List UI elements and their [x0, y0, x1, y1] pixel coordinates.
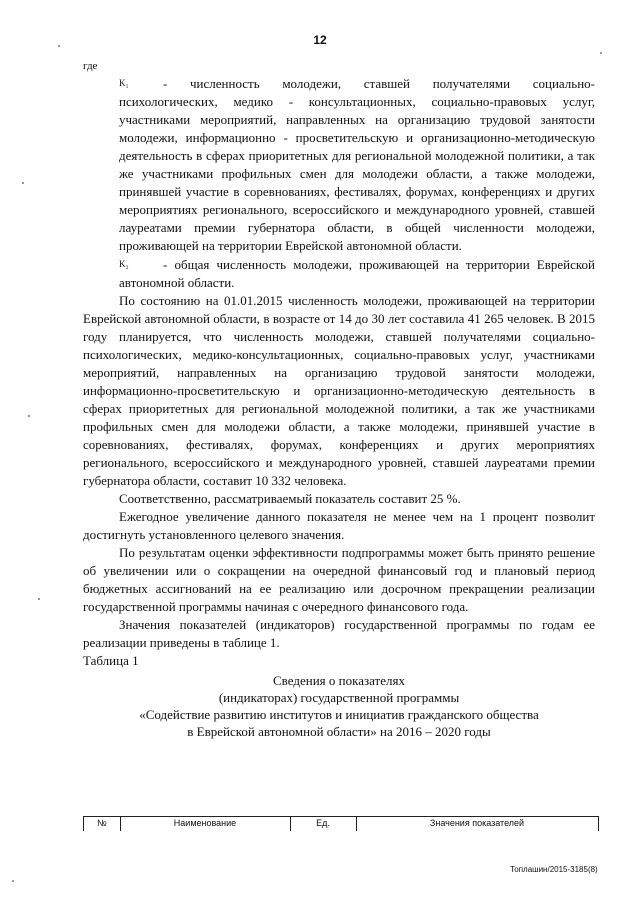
document-body: [83, 58, 595, 740]
definition-text: - численность молодежи, ставшей получателями социально-психологических, медико - консультационных, социально-правовых услуг, участниками мероприятий, направленных на организацию трудовой занятости молодежи, информационно - просветительскую и организационно-методическую деятельность в сферах приоритетных для региональной молодежной политики, а так же участниками профильных смен для молодежи области, а также молодежи, принявшей участие в соревнованиях, фестивалях, форумах, конференциях и других мероприятиях регионального, всероссийского и международного уровней, ставшей лауреатами премии губернатора области, в общей численности молодежи, проживающей на территории Еврейской автономной области.: [119, 76, 595, 253]
scan-speck: [600, 52, 602, 54]
table-header-number: №: [97, 818, 107, 828]
paragraph: Соответственно, рассматриваемый показатель составит 25 %.: [119, 491, 461, 506]
definition-text: - общая численность молодежи, проживающей на территории Еврейской автономной области.: [119, 257, 595, 290]
table-header-unit: Ед.: [316, 818, 330, 828]
caption-line: «Содействие развитию институтов и инициатив гражданского общества: [139, 707, 539, 722]
scan-speck: [38, 598, 40, 600]
table-header-row: [83, 816, 599, 831]
table-header-values: Значения показателей: [429, 818, 525, 828]
definition-k1: [83, 74, 595, 255]
paragraph: По результатам оценки эффективности подпрограммы может быть принято решение об увеличении или о сокращении на очередной финансовый год и плановый период бюджетных ассигнований на ее реализацию или досрочном прекращении реализации государственной программы начиная с очередного финансового года.: [83, 545, 595, 614]
paragraph: Ежегодное увеличение данного показателя не менее чем на 1 процент позволит достигнуть установленного целевого значения.: [83, 509, 595, 542]
scan-speck: [12, 880, 14, 882]
paragraph: Значения показателей (индикаторов) государственной программы по годам ее реализации приведены в таблице 1.: [83, 617, 595, 650]
document-footer-code: Топлашин/2015-3185(8): [510, 865, 598, 874]
where-label: где: [83, 60, 98, 72]
page-number: 12: [313, 33, 327, 47]
table-caption: [83, 672, 595, 740]
definition-symbol: K₂: [119, 259, 129, 269]
caption-line: (индикаторах) государственной программы: [218, 690, 460, 705]
paragraph: По состоянию на 01.01.2015 численность молодежи, проживающей на территории Еврейской автономной области, в возрасте от 14 до 30 лет составила 41 265 человек. В 2015 году планируется, что численность молодежи, ставшей получателями социально-психологических, медико-консультационных, социально-правовых услуг, участниками мероприятий, направленных на организацию трудовой занятости молодежи, информационно-просветительскую и организационно-методическую деятельность в сферах приоритетных для региональной молодежной политики, а так же участниками профильных смен для молодежи области, а также молодежи, принявшей участие в соревнованиях, фестивалях, форумах, конференциях и других мероприятиях регионального, всероссийского и международного уровней, ставшей лауреатами премии губернатора области, составит 10 332 человека.: [83, 293, 595, 488]
definition-symbol: K₁: [119, 78, 129, 88]
scan-speck: [28, 415, 30, 417]
table-label: Таблица 1: [83, 653, 139, 668]
definition-k2: [83, 255, 595, 292]
caption-line: в Еврейской автономной области» на 2016 – 2020 годы: [187, 724, 491, 739]
scan-speck: [22, 182, 24, 184]
scan-speck: [58, 45, 60, 47]
table-header-name: Наименование: [173, 818, 237, 828]
caption-line: Сведения о показателях: [273, 673, 405, 688]
